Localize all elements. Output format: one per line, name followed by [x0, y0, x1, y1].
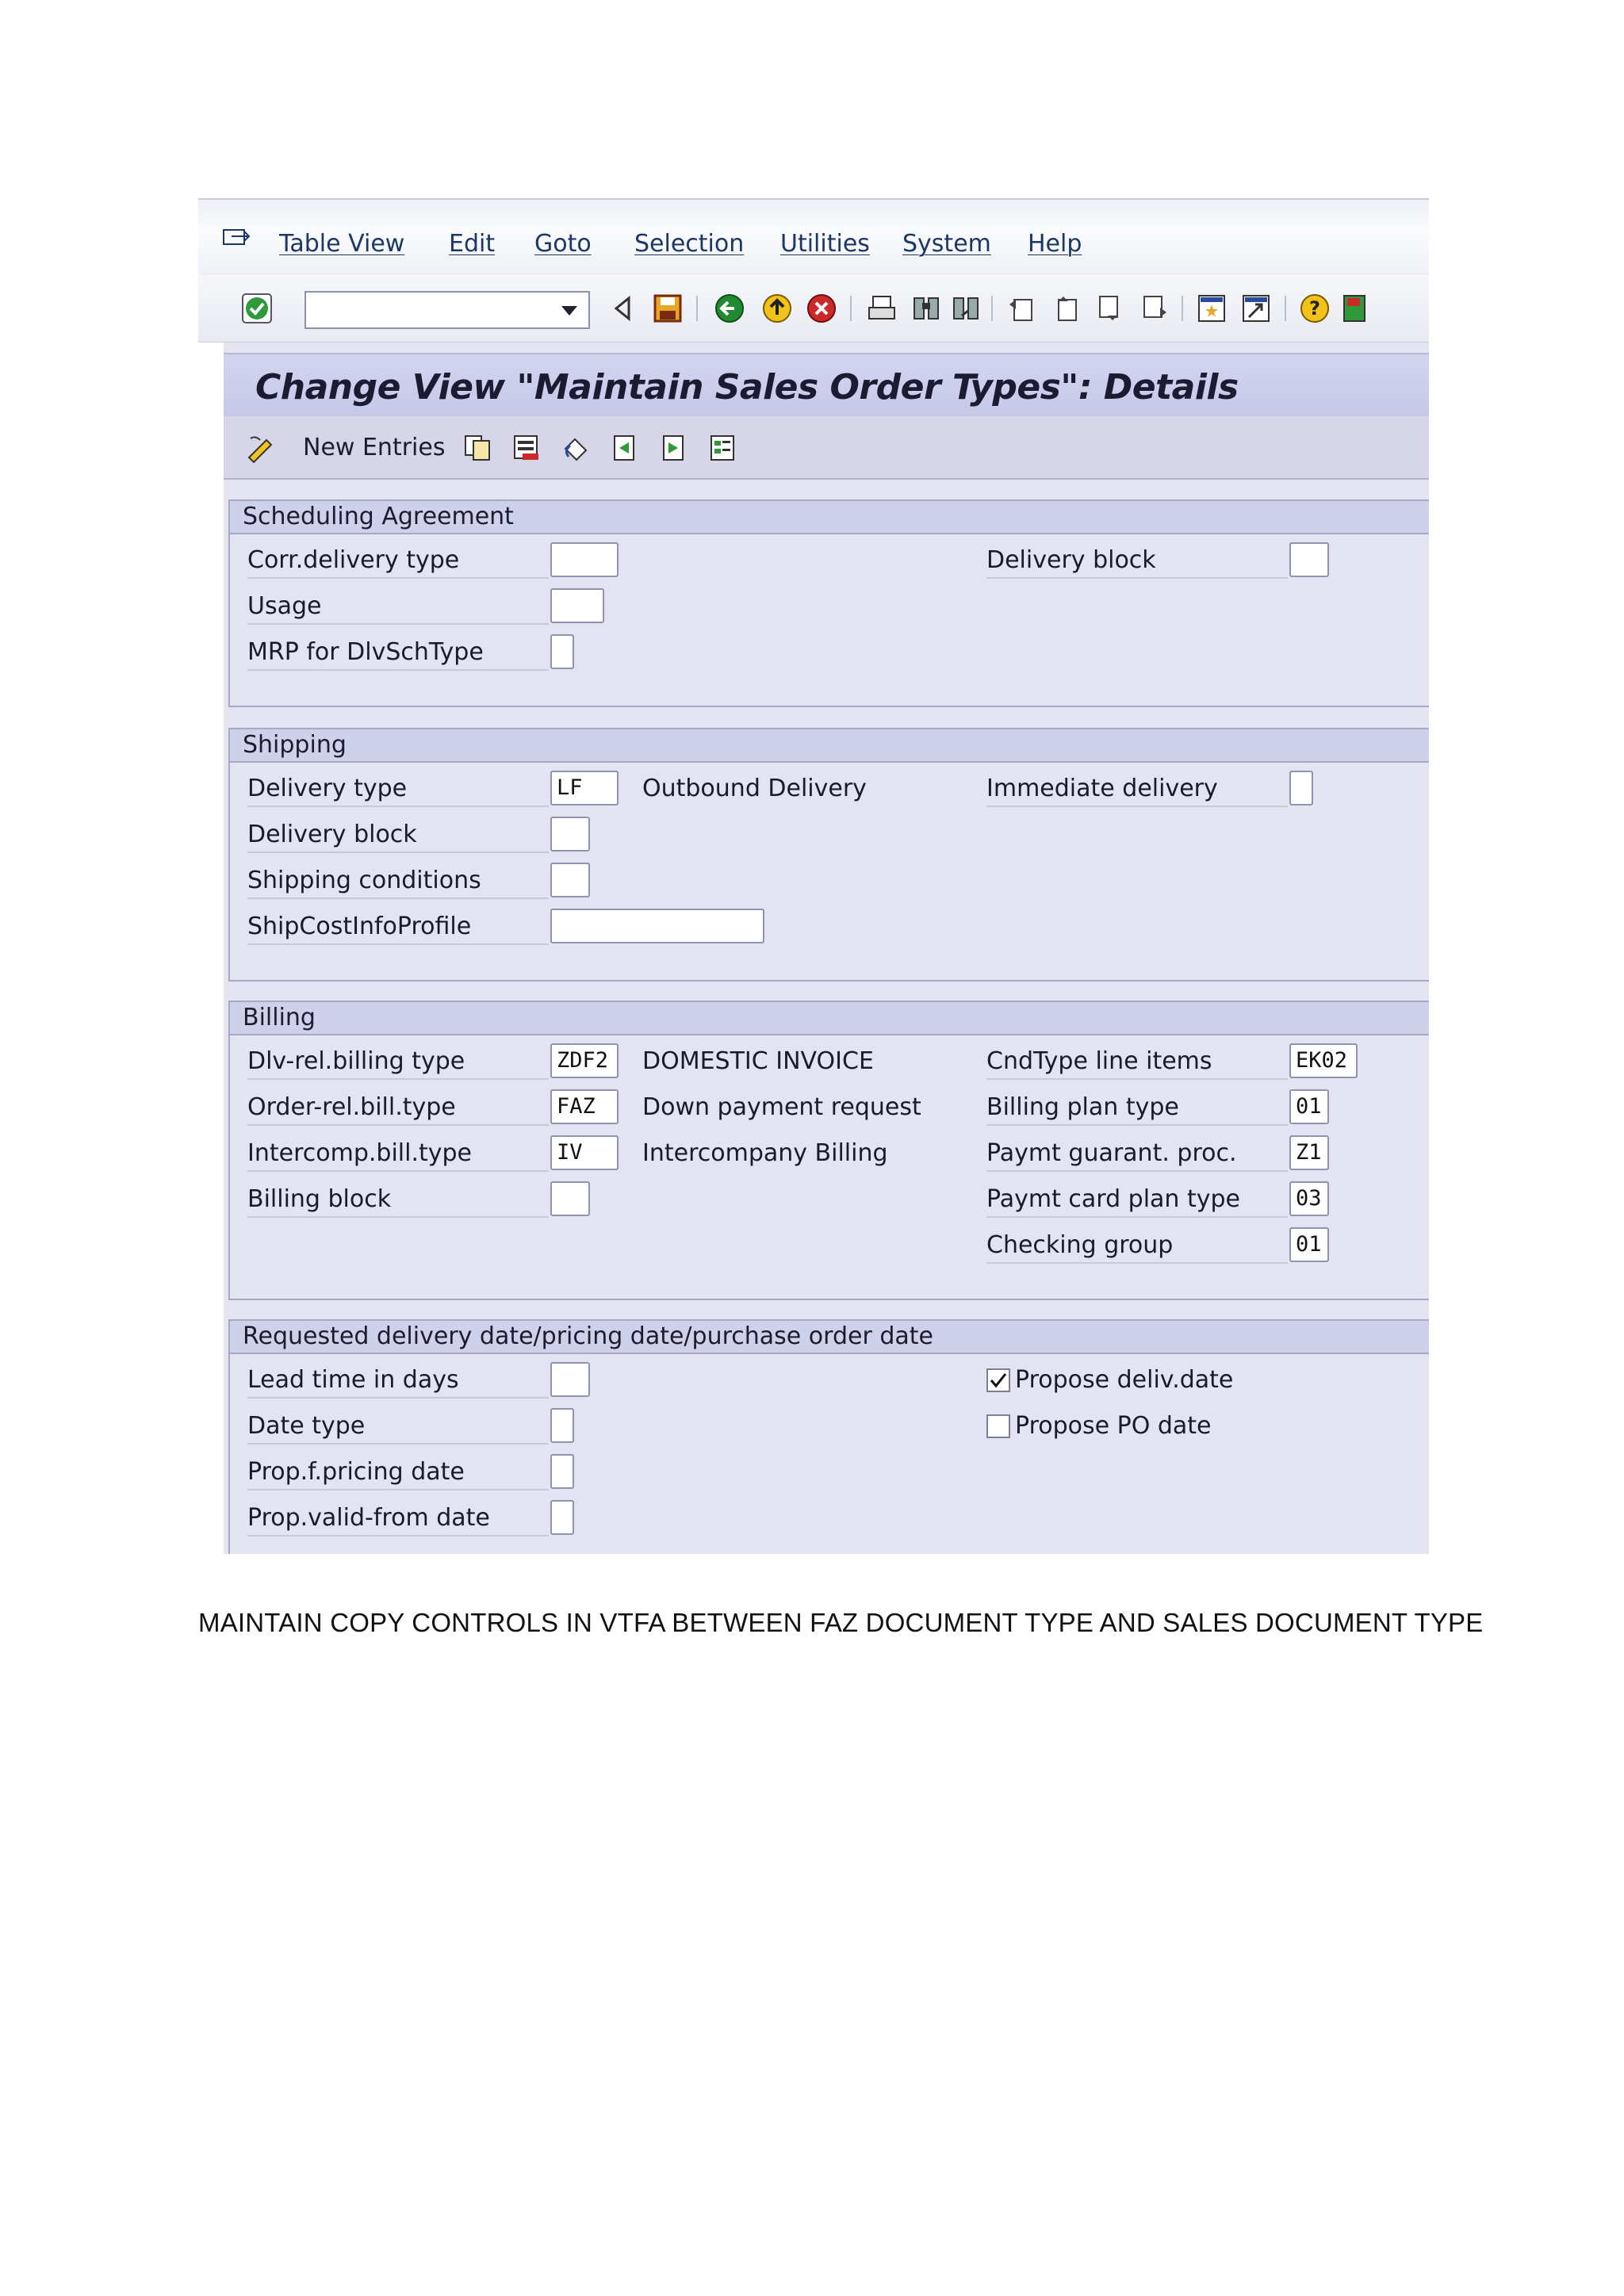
dlv-rel-billing-type-description: DOMESTIC INVOICE [642, 1047, 874, 1075]
paymt-card-plan-type-label: Paymt card plan type [986, 1181, 1288, 1218]
dlv-rel-billing-type-label: Dlv-rel.billing type [247, 1043, 549, 1080]
propose-deliv-date-label: Propose deliv.date [1015, 1366, 1234, 1394]
command-field[interactable] [304, 291, 590, 329]
previous-entry-icon[interactable] [609, 432, 641, 464]
cndtype-line-items-field[interactable]: EK02 [1289, 1043, 1358, 1078]
group-title: Billing [230, 1002, 1429, 1035]
dlv-rel-billing-type-field[interactable]: ZDF2 [550, 1043, 619, 1078]
intercomp-bill-type-label: Intercomp.bill.type [247, 1135, 549, 1172]
usage-label: Usage [247, 588, 549, 625]
find-icon[interactable] [910, 293, 942, 324]
help-icon[interactable] [1299, 293, 1331, 324]
corr-delivery-type-label: Corr.delivery type [247, 542, 549, 579]
delete-icon[interactable] [511, 432, 542, 464]
propose-po-date-checkbox[interactable] [986, 1414, 1010, 1438]
layout-icon[interactable] [1340, 293, 1372, 324]
order-rel-bill-type-description: Down payment request [642, 1093, 921, 1121]
delivery-block-field[interactable] [550, 817, 590, 851]
order-rel-bill-type-label: Order-rel.bill.type [247, 1089, 549, 1126]
save-icon[interactable] [652, 293, 684, 324]
standard-toolbar [198, 275, 1429, 342]
date-type-label: Date type [247, 1408, 549, 1445]
cancel-icon[interactable] [806, 293, 837, 324]
delivery-block-label: Delivery block [247, 817, 549, 853]
group-title: Scheduling Agreement [230, 501, 1429, 534]
order-rel-bill-type-field[interactable]: FAZ [550, 1089, 619, 1124]
menu-edit[interactable]: Edit [449, 230, 496, 258]
usage-field[interactable] [550, 588, 604, 623]
svg-text:?: ? [1309, 297, 1320, 320]
toolbar-separator [1285, 296, 1286, 321]
delivery-type-description: Outbound Delivery [642, 775, 867, 802]
undo-change-icon[interactable] [560, 432, 592, 464]
menu-utilities[interactable]: Utilities [780, 230, 870, 258]
first-page-icon[interactable] [1005, 293, 1037, 324]
select-all-icon[interactable] [707, 432, 739, 464]
propose-po-date-label: Propose PO date [1015, 1412, 1212, 1440]
title-bar [224, 353, 1429, 418]
print-icon[interactable] [866, 293, 898, 324]
paymt-guarant-proc-label: Paymt guarant. proc. [986, 1135, 1288, 1172]
menu-table-view[interactable]: Table View [279, 230, 405, 258]
date-type-field[interactable] [550, 1408, 574, 1443]
exit-icon[interactable] [761, 293, 793, 324]
change-display-icon[interactable] [244, 432, 276, 464]
enter-icon[interactable] [241, 293, 273, 324]
menu-help[interactable]: Help [1028, 230, 1082, 258]
cndtype-line-items-label: CndType line items [986, 1043, 1288, 1080]
toolbar-separator [991, 296, 993, 321]
delivery-type-label: Delivery type [247, 771, 549, 807]
document-caption: MAINTAIN COPY CONTROLS IN VTFA BETWEEN FAZ DOCUMENT TYPE AND SALES DOCUMENT TYPE [198, 1608, 1484, 1637]
lead-time-in-days-field[interactable] [550, 1362, 590, 1397]
toolbar-separator [696, 296, 698, 321]
shipcostinfoprofile-label: ShipCostInfoProfile [247, 909, 549, 945]
shipping-conditions-label: Shipping conditions [247, 863, 549, 899]
propose-deliv-date-checkbox[interactable] [986, 1368, 1010, 1392]
last-page-icon[interactable] [1139, 293, 1170, 324]
shipcostinfoprofile-field[interactable] [550, 909, 764, 943]
toolbar-separator [850, 296, 852, 321]
menu-system[interactable]: System [902, 230, 991, 258]
prop-pricing-date-field[interactable] [550, 1454, 574, 1489]
create-session-icon[interactable] [1196, 293, 1228, 324]
left-margin [198, 198, 224, 1554]
application-toolbar [224, 416, 1429, 480]
back-icon[interactable] [607, 293, 639, 324]
billing-block-label: Billing block [247, 1181, 549, 1218]
menu-selection[interactable]: Selection [634, 230, 745, 258]
shortcut-icon[interactable] [1240, 293, 1272, 324]
checkmark-icon [988, 1370, 1009, 1391]
prev-page-icon[interactable] [1050, 293, 1082, 324]
lead-time-in-days-label: Lead time in days [247, 1362, 549, 1399]
delivery-block-field[interactable] [1289, 542, 1329, 577]
delivery-type-field[interactable]: LF [550, 771, 619, 806]
sap-screenshot [198, 198, 1429, 1554]
billing-block-field[interactable] [550, 1181, 590, 1216]
prop-valid-from-date-field[interactable] [550, 1500, 574, 1535]
group-title: Shipping [230, 729, 1429, 763]
prop-valid-from-date-label: Prop.valid-from date [247, 1500, 549, 1536]
shipping-conditions-field[interactable] [550, 863, 590, 897]
mrp-dlvschtype-field[interactable] [550, 634, 574, 669]
back-green-icon[interactable] [714, 293, 745, 324]
copy-as-icon[interactable] [462, 432, 493, 464]
immediate-delivery-label: Immediate delivery [986, 771, 1288, 807]
menu-goto[interactable]: Goto [534, 230, 592, 258]
toolbar-separator [1182, 296, 1183, 321]
menu-icon[interactable] [222, 227, 254, 251]
prop-pricing-date-label: Prop.f.pricing date [247, 1454, 549, 1490]
delivery-block-label: Delivery block [986, 542, 1288, 579]
new-entries-button[interactable]: New Entries [303, 434, 446, 461]
paymt-guarant-proc-field[interactable]: Z1 [1289, 1135, 1329, 1170]
page-title: Change View "Maintain Sales Order Types": Details [255, 367, 1239, 408]
intercomp-bill-type-field[interactable]: IV [550, 1135, 619, 1170]
immediate-delivery-field[interactable] [1289, 771, 1313, 806]
corr-delivery-type-field[interactable] [550, 542, 619, 577]
paymt-card-plan-type-field[interactable]: 03 [1289, 1181, 1329, 1216]
group-title: Requested delivery date/pricing date/purchase order date [230, 1321, 1429, 1354]
checking-group-label: Checking group [986, 1227, 1288, 1264]
intercomp-bill-type-description: Intercompany Billing [642, 1139, 888, 1167]
find-next-icon[interactable] [950, 293, 982, 324]
next-entry-icon[interactable] [658, 432, 690, 464]
next-page-icon[interactable] [1094, 293, 1126, 324]
checking-group-field[interactable]: 01 [1289, 1227, 1329, 1262]
chevron-down-icon[interactable] [561, 306, 577, 316]
billing-plan-type-field[interactable]: 01 [1289, 1089, 1329, 1124]
menu-bar [198, 198, 1429, 277]
mrp-dlvschtype-label: MRP for DlvSchType [247, 634, 549, 671]
billing-plan-type-label: Billing plan type [986, 1089, 1288, 1126]
